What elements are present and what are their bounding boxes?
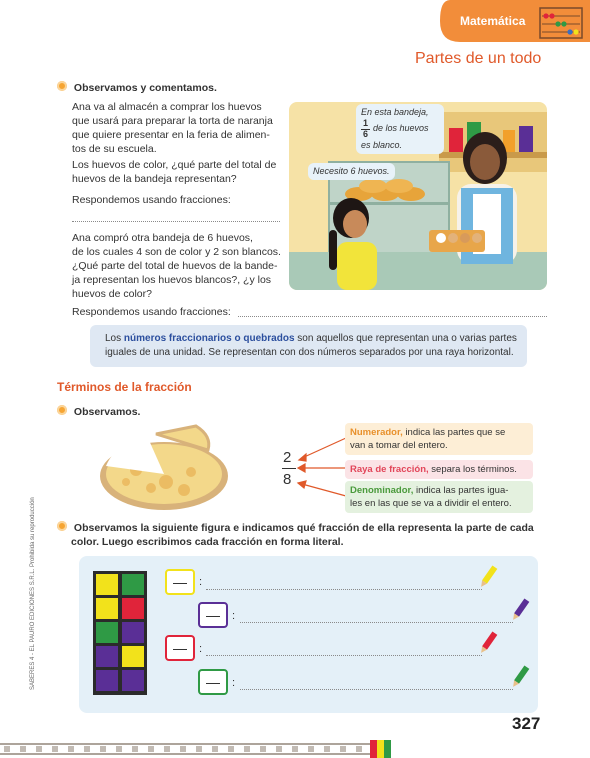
grid-cell xyxy=(122,574,144,595)
answer-line-green[interactable] xyxy=(240,689,513,690)
answer-line-purple[interactable] xyxy=(240,622,513,623)
denominator-desc: indica las partes igua- xyxy=(413,485,509,496)
bubble-fraction-numerator: 1 xyxy=(363,118,369,128)
answer-colon: : xyxy=(232,610,236,622)
bullet-icon xyxy=(57,521,67,531)
grid-cell xyxy=(122,670,144,691)
fraction-arrows xyxy=(296,430,348,500)
bubble-line: de los huevos xyxy=(373,123,429,133)
grid-cell xyxy=(96,598,118,619)
chapter-title: Partes de un todo xyxy=(415,50,542,67)
pencil-yellow-icon xyxy=(478,565,498,589)
answer-line-red[interactable] xyxy=(206,655,482,656)
fraction-box-yellow[interactable] xyxy=(165,569,195,595)
numerator-desc: indica las partes que se xyxy=(402,427,506,438)
seller-speech-bubble xyxy=(356,104,444,154)
answer-line-yellow[interactable] xyxy=(206,589,482,590)
section2-heading-row xyxy=(57,405,140,418)
definition-box xyxy=(90,325,527,367)
question-line: huevos de color? xyxy=(72,288,152,300)
question-line: ¿Qué parte del total de huevos de la bande- xyxy=(72,260,278,272)
answer-line-1[interactable] xyxy=(72,221,280,222)
fraction-box-red[interactable] xyxy=(165,635,195,661)
grid-cell xyxy=(96,670,118,691)
definition-pre: Los xyxy=(105,333,124,344)
section3-heading-cont: color. Luego escribimos cada fracción en forma literal. xyxy=(71,536,344,548)
answer-line-2[interactable] xyxy=(238,316,547,317)
question-line: Los huevos de color, ¿qué parte del total de xyxy=(72,159,277,171)
answer-colon: : xyxy=(199,643,203,655)
bullet-icon xyxy=(57,81,67,91)
footer-pattern xyxy=(0,740,590,758)
answer-colon: : xyxy=(199,576,203,588)
grid-cell xyxy=(122,622,144,643)
definition-text xyxy=(105,332,520,360)
fraction-box-green[interactable] xyxy=(198,669,228,695)
bubble-fraction-row xyxy=(361,118,439,140)
section1-heading: Observamos y comentamos. xyxy=(73,82,217,94)
question1 xyxy=(72,158,282,186)
fraction-denominator: 8 xyxy=(283,471,292,488)
question-line: ja representan los huevos blancos?, ¿y los xyxy=(72,274,272,286)
numerator-term: Numerador, xyxy=(350,427,403,438)
question2 xyxy=(72,231,282,301)
girl-speech-bubble: Necesito 6 huevos. xyxy=(308,163,395,180)
story-line: que usará para preparar la torta de naranja xyxy=(72,115,273,127)
definition-line2: iguales de una unidad. Se representan con dos números separados por una raya horizontal. xyxy=(105,347,514,358)
bubble-fraction-denominator: 6 xyxy=(363,129,369,139)
question-line: huevos de la bandeja representan? xyxy=(72,173,237,185)
denominator-term: Denominador, xyxy=(350,485,414,496)
fraction-bar xyxy=(282,468,296,469)
numerator-label xyxy=(345,423,533,455)
question-line: de los cuales 4 son de color y 2 son blancos. xyxy=(72,246,281,258)
section2-title: Términos de la fracción xyxy=(57,380,192,394)
grid-cell xyxy=(96,622,118,643)
section3-heading: Observamos la siguiente figura e indicamos qué fracción de ella representa la parte de cada xyxy=(73,522,534,534)
definition-post: son aquellos que representan una o varias partes xyxy=(294,333,517,344)
page-number: 327 xyxy=(512,714,541,733)
bubble-line: es blanco. xyxy=(361,140,403,150)
story-paragraph xyxy=(72,100,282,156)
grid-cell xyxy=(122,646,144,667)
section2-heading: Observamos. xyxy=(73,406,141,418)
fraction-bar-desc: separa los términos. xyxy=(428,464,517,475)
fraction-bar-term: Raya de fracción, xyxy=(350,464,429,475)
pencil-purple-icon xyxy=(510,598,530,622)
question-line: Ana compró otra bandeja de 6 huevos, xyxy=(72,232,253,244)
pizza-illustration xyxy=(96,422,236,514)
answer-colon: : xyxy=(232,677,236,689)
fraction-bar-label xyxy=(345,460,533,479)
subject-label: Matemática xyxy=(460,14,526,28)
section1-heading-row xyxy=(57,81,217,94)
fraction-numerator: 2 xyxy=(283,449,292,466)
numerator-desc: van a tomar del entero. xyxy=(350,440,448,451)
fraction-box-purple[interactable] xyxy=(198,602,228,628)
section3-heading-row xyxy=(57,521,557,549)
grid-cell xyxy=(96,646,118,667)
story-line: Ana va al almacén a comprar los huevos xyxy=(72,101,262,113)
story-line: que quiere presentar en la feria de alimen- xyxy=(72,129,270,141)
egg-tray-icon xyxy=(429,230,485,252)
pencil-green-icon xyxy=(510,665,530,689)
copyright-side-text: SABERES 4 - EL PAURO EDICIONES S.R.L. Prohibida su reproducción xyxy=(30,497,36,690)
pencil-red-icon xyxy=(478,631,498,655)
bubble-line: En esta bandeja, xyxy=(361,107,429,117)
story-line: tos de su escuela. xyxy=(72,143,157,155)
bullet-icon xyxy=(57,405,67,415)
definition-highlight: números fraccionarios o quebrados xyxy=(123,333,295,344)
denominator-label xyxy=(345,481,533,513)
denominator-desc: les en las que se va a dividir el entero. xyxy=(350,498,512,509)
grid-cell xyxy=(122,598,144,619)
color-grid xyxy=(93,571,147,695)
answer-prompt-1: Respondemos usando fracciones: xyxy=(72,194,231,206)
answer-prompt-2: Respondemos usando fracciones: xyxy=(72,306,231,318)
grid-cell xyxy=(96,574,118,595)
